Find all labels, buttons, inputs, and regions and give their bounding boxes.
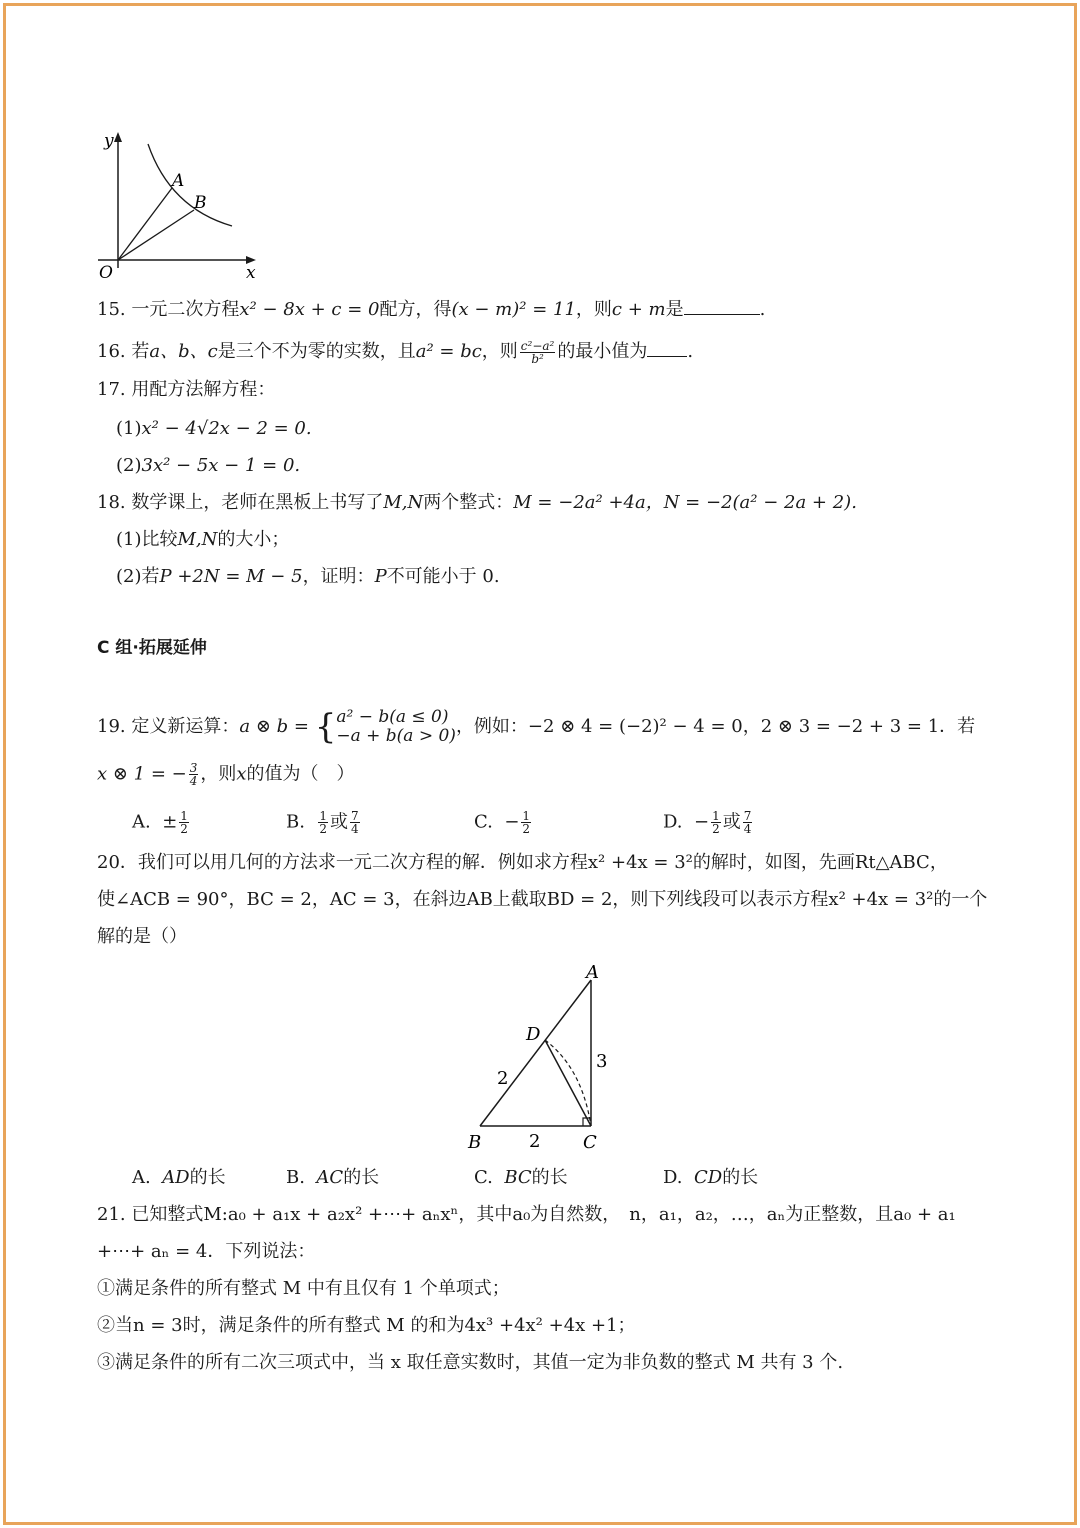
q21-statement-3: ③满足条件的所有二次三项式中，当 x 取任意实数时，其值一定为非负数的整式 M 共有 3 个. bbox=[97, 1352, 844, 1373]
frac-den: 2 bbox=[319, 822, 328, 836]
q17-p1-equation: x² − 4√2x − 2 = 0. bbox=[141, 418, 312, 439]
option-label: C. bbox=[474, 1167, 493, 1188]
frac-num: 1 bbox=[319, 809, 328, 823]
q18-vars: M,N bbox=[383, 492, 424, 513]
q20-option-a[interactable] bbox=[132, 1166, 226, 1190]
q15-end: . bbox=[759, 299, 766, 320]
option-sign: − bbox=[693, 811, 710, 833]
q17-p2-label: (2) bbox=[116, 455, 142, 476]
option-fraction bbox=[318, 810, 328, 835]
option-label: D. bbox=[663, 1167, 683, 1188]
question-18 bbox=[97, 491, 857, 515]
origin-label: O bbox=[99, 263, 113, 283]
q21-line-1: 已知整式M:a₀ + a₁x + a₂x² +⋯+ aₙxⁿ，其中a₀为自然数， n，a₁，a₂，…，aₙ为正整数，且a₀ + a₁ bbox=[131, 1204, 956, 1225]
q16-equation: a² = bc bbox=[415, 341, 482, 362]
q15-equation: x² − 8x + c = 0 bbox=[239, 299, 380, 320]
q16-text-b: 是三个不为零的实数，且 bbox=[217, 341, 416, 362]
question-15 bbox=[97, 296, 765, 322]
q19-fraction bbox=[189, 762, 199, 787]
hyperbola-figure bbox=[90, 128, 270, 288]
option-sign: ± bbox=[162, 811, 178, 833]
q18-p2-equation: P +2N = M − 5 bbox=[159, 566, 303, 587]
q18-p1-vars: M,N bbox=[177, 529, 218, 550]
q19-text-c: ，则 bbox=[200, 763, 237, 785]
q15-equation-2: (x − m)² = 11 bbox=[451, 299, 576, 320]
q19-option-c[interactable] bbox=[474, 810, 533, 835]
q19-operator: a ⊗ b = bbox=[239, 716, 309, 737]
q19-line-2 bbox=[97, 762, 355, 787]
option-fraction-2 bbox=[743, 810, 753, 835]
q18-part-2 bbox=[116, 565, 500, 589]
q17-p1-label: (1) bbox=[116, 418, 142, 439]
q16-text-c: ，则 bbox=[481, 341, 518, 362]
option-label: A. bbox=[132, 1167, 151, 1188]
q15-text: 一元二次方程 bbox=[131, 299, 240, 320]
question-16 bbox=[97, 338, 693, 365]
section-heading: C 组·拓展延伸 bbox=[97, 638, 207, 658]
question-20 bbox=[97, 851, 948, 875]
frac-den: 2 bbox=[712, 822, 720, 836]
side-bd-label: 2 bbox=[497, 1068, 509, 1089]
q17-p2-equation: 3x² − 5x − 1 = 0. bbox=[141, 455, 301, 476]
q21-statement-1: ①满足条件的所有整式 M 中有且仅有 1 个单项式； bbox=[97, 1278, 510, 1299]
q21-statement-2: ②当n = 3时，满足条件的所有整式 M 的和为4x³ +4x² +4x +1； bbox=[97, 1315, 636, 1336]
triangle-figure bbox=[460, 958, 630, 1158]
option-segment: BC bbox=[504, 1167, 532, 1188]
q19-number: 19. bbox=[97, 716, 126, 737]
q17-part-2 bbox=[116, 454, 300, 478]
point-a-label: A bbox=[172, 171, 185, 191]
option-label: D. bbox=[663, 811, 683, 833]
q19-question: 的值为（ ） bbox=[246, 763, 355, 785]
option-label: B. bbox=[286, 811, 305, 833]
q18-p2-end: 不可能小于 0. bbox=[386, 566, 500, 587]
q19-frac-den: 4 bbox=[189, 774, 198, 788]
option-segment: AC bbox=[316, 1167, 344, 1188]
vertex-d-label: D bbox=[526, 1024, 541, 1045]
q16-text-d: 的最小值为 bbox=[557, 341, 648, 362]
vertex-b-label: B bbox=[468, 1132, 482, 1153]
q16-fraction bbox=[520, 340, 556, 365]
option-suffix: 的长 bbox=[343, 1167, 380, 1188]
q15-text-d: 是 bbox=[665, 299, 684, 320]
frac-den: 4 bbox=[351, 822, 359, 836]
q18-p2-var: P bbox=[374, 566, 387, 587]
q18-p1-end: 的大小； bbox=[217, 529, 290, 550]
q16-vars: a、b、c bbox=[149, 341, 218, 362]
option-suffix: 的长 bbox=[189, 1167, 226, 1188]
q20-line-3: 解的是（） bbox=[97, 926, 187, 947]
q20-option-b[interactable] bbox=[286, 1166, 379, 1190]
q19-example-text: ，例如：−2 ⊗ 4 = (−2)² − 4 = 0，2 ⊗ 3 = −2 + 3 = 1．若 bbox=[455, 716, 976, 737]
q20-number: 20． bbox=[97, 852, 138, 873]
option-or: 或 bbox=[330, 811, 349, 833]
question-19 bbox=[97, 702, 975, 752]
vertex-a-label: A bbox=[586, 962, 599, 983]
frac-num: 7 bbox=[743, 809, 752, 823]
q19-case-2: −a + b(a > 0) bbox=[336, 726, 456, 746]
q15-expression: c + m bbox=[611, 299, 666, 320]
q16-number: 16. bbox=[97, 341, 126, 362]
answer-blank[interactable] bbox=[684, 296, 760, 315]
q18-text-b: 两个整式： bbox=[423, 492, 514, 513]
q20-option-c[interactable] bbox=[474, 1166, 568, 1190]
q19-text: 定义新运算： bbox=[131, 716, 240, 737]
option-suffix: 的长 bbox=[722, 1167, 759, 1188]
q16-frac-num: c²−a² bbox=[520, 338, 555, 353]
answer-blank[interactable] bbox=[647, 338, 687, 357]
frac-den: 4 bbox=[743, 822, 752, 836]
q21-line-2: +⋯+ aₙ = 4．下列说法： bbox=[97, 1241, 316, 1262]
q18-p1-text: (1)比较 bbox=[116, 529, 178, 550]
q20-option-d[interactable] bbox=[663, 1166, 758, 1190]
frac-den: 2 bbox=[522, 822, 531, 836]
q19-cases: { a² − b(a ≤ 0) −a + b(a > 0) bbox=[314, 707, 456, 747]
q15-text-b: 配方，得 bbox=[379, 299, 452, 320]
q19-option-d[interactable] bbox=[663, 810, 754, 835]
q16-frac-den: b² bbox=[531, 351, 544, 366]
q20-line-1: 我们可以用几何的方法求一元二次方程的解．例如求方程x² +4x = 3²的解时，如图，先画Rt△ABC， bbox=[137, 852, 948, 873]
q18-p2-mid: ，证明： bbox=[302, 566, 375, 587]
frac-num: 7 bbox=[351, 809, 359, 823]
option-or: 或 bbox=[722, 811, 741, 833]
q17-number: 17. bbox=[97, 379, 126, 400]
q19-var: x bbox=[236, 763, 247, 785]
q19-condition: x ⊗ 1 = − bbox=[97, 763, 187, 785]
option-fraction bbox=[179, 810, 189, 835]
q20-line-2: 使∠ACB = 90°，BC = 2，AC = 3，在斜边AB上截取BD = 2，则下列线段可以表示方程x² +4x = 3²的一个 bbox=[97, 889, 988, 910]
option-fraction-2 bbox=[350, 810, 360, 835]
q19-frac-num: 3 bbox=[189, 761, 198, 775]
option-label: C. bbox=[474, 811, 493, 833]
option-segment: CD bbox=[693, 1167, 723, 1188]
q18-part-1 bbox=[116, 528, 289, 552]
question-17 bbox=[97, 378, 275, 402]
q18-p2-text: (2)若 bbox=[116, 566, 160, 587]
side-ac-label: 3 bbox=[596, 1051, 608, 1072]
option-sign: − bbox=[504, 811, 520, 833]
frac-num: 1 bbox=[522, 809, 531, 823]
axis-x-label: x bbox=[246, 263, 256, 283]
option-fraction bbox=[521, 810, 531, 835]
q19-option-b[interactable] bbox=[286, 810, 362, 835]
option-segment: AD bbox=[162, 1167, 190, 1188]
q19-case-1: a² − b(a ≤ 0) bbox=[336, 707, 449, 727]
option-label: A. bbox=[132, 811, 151, 833]
q21-number: 21. bbox=[97, 1204, 126, 1225]
q16-text: 若 bbox=[131, 341, 150, 362]
q17-text: 用配方法解方程： bbox=[131, 379, 276, 400]
q15-text-c: ，则 bbox=[575, 299, 612, 320]
frac-num: 1 bbox=[180, 809, 188, 823]
option-suffix: 的长 bbox=[531, 1167, 568, 1188]
q15-number: 15. bbox=[97, 299, 126, 320]
vertex-c-label: C bbox=[583, 1132, 597, 1153]
q18-number: 18. bbox=[97, 492, 126, 513]
frac-den: 2 bbox=[180, 822, 188, 836]
axis-y-label: y bbox=[104, 131, 114, 151]
q18-equations: M = −2a² +4a，N = −2(a² − 2a + 2). bbox=[513, 492, 857, 513]
q17-part-1 bbox=[116, 417, 312, 441]
q16-end: . bbox=[687, 341, 694, 362]
point-b-label: B bbox=[194, 193, 207, 213]
q19-option-a[interactable] bbox=[132, 810, 191, 835]
side-bc-label: 2 bbox=[529, 1131, 541, 1152]
frac-num: 1 bbox=[712, 809, 720, 823]
q18-text: 数学课上，老师在黑板上书写了 bbox=[131, 492, 384, 513]
option-label: B. bbox=[286, 1167, 305, 1188]
question-21 bbox=[97, 1203, 956, 1227]
option-fraction bbox=[711, 810, 721, 835]
